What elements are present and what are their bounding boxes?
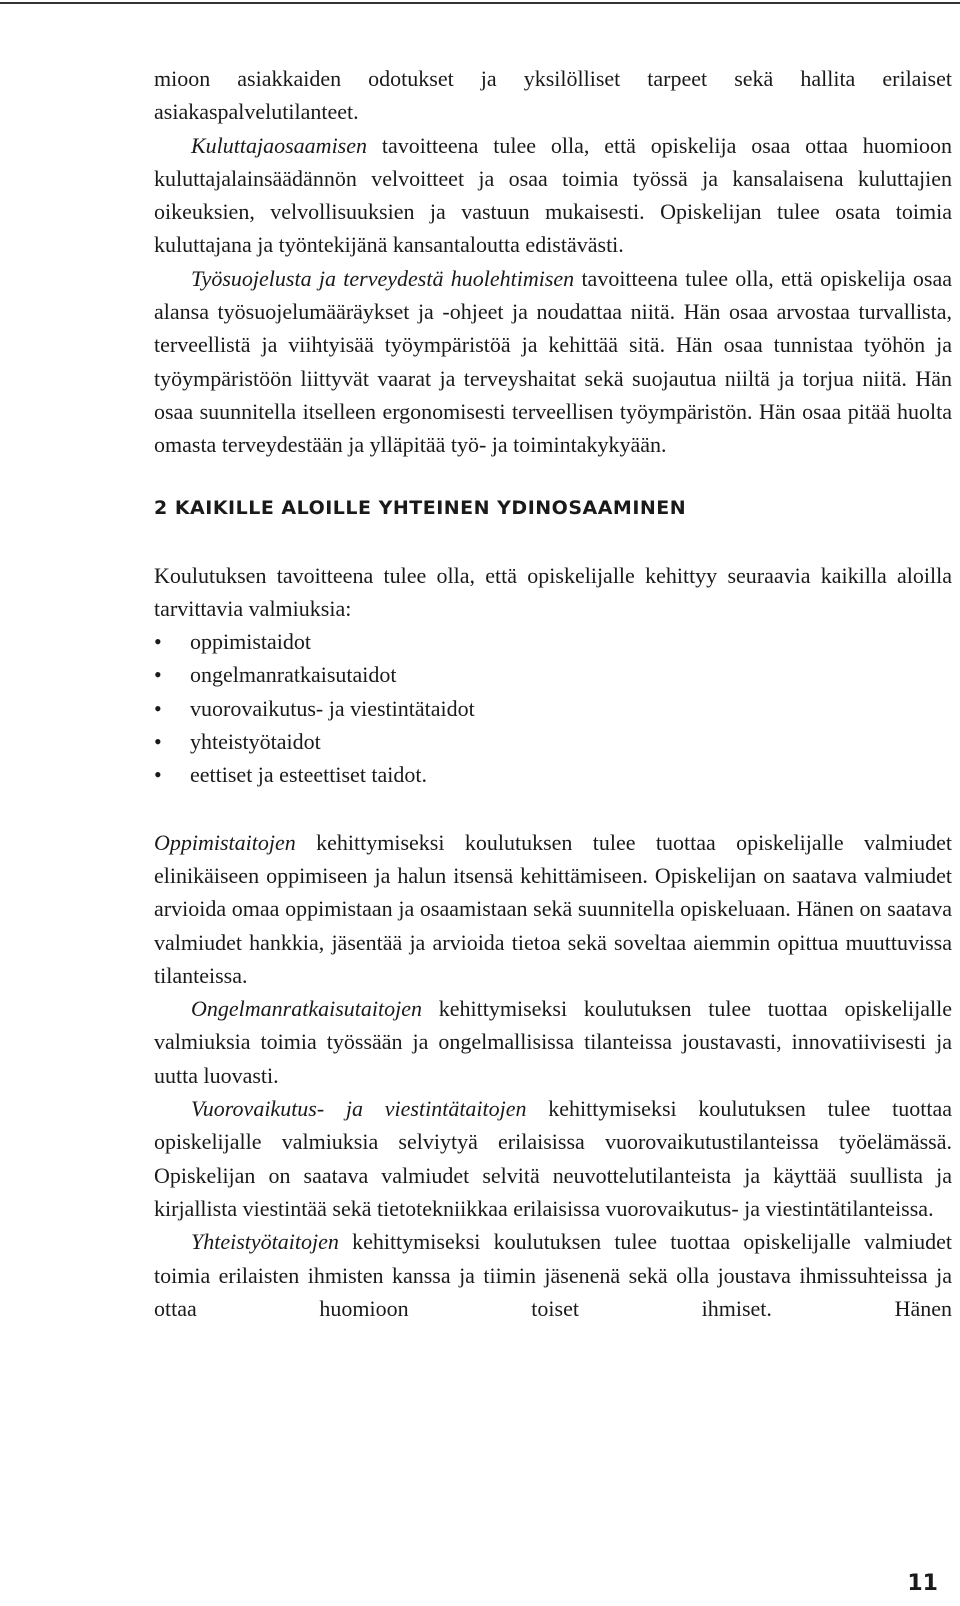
section-heading: 2 KAIKILLE ALOILLE YHTEINEN YDINOSAAMINEN: [154, 496, 687, 519]
header-rule: [0, 2, 960, 4]
paragraph-text: mioon asiakkaiden odotukset ja yksilölliset tarpeet sekä hallita erilaiset asiakaspalvelutilanteet.: [154, 66, 952, 125]
paragraph-text: kehittymiseksi koulutuksen tulee tuottaa opiskelijalle valmiuksia toimia työssään ja ongelmallisissa tilanteissa joustavasti, innovatiivisesti ja uutta luovasti.: [154, 996, 952, 1088]
paragraph-communication: [154, 1092, 952, 1225]
paragraph-consumer-skills: [154, 129, 952, 262]
list-item: [154, 725, 952, 758]
skills-list: [154, 625, 952, 791]
paragraph-problem-solving: [154, 992, 952, 1092]
list-item: [154, 658, 952, 691]
list-item: [154, 625, 952, 658]
paragraph-label: Oppimistaitojen: [154, 829, 296, 855]
paragraph-text: tavoitteena tulee olla, että opiskelija osaa ottaa huomioon kuluttajalainsäädännön velvoitteet ja osaa toimia työssä ja kansalaisena kuluttajien oikeuksien, velvollisuuksien ja vastuun mukaisesti. Opiskelijan tulee osata toimia kuluttajana ja työntekijänä kansantaloutta edistävästi.: [154, 132, 952, 258]
list-item-text: eettiset ja esteettiset taidot.: [190, 762, 428, 788]
paragraph-cooperation: [154, 1225, 952, 1325]
paragraph-text: kehittymiseksi koulutuksen tulee tuottaa opiskelijalle valmiudet elinikäiseen oppimiseen ja halun itsensä kehittämiseen. Opiskelijan on saatava valmiudet arvioida omaa oppimistaan ja osaamistaan sekä suunnitella opiskeluaan. Hänen on saatava valmiudet hankkia, jäsentää ja arvioida tietoa sekä soveltaa aiemmin opittua muuttuvissa tilanteissa.: [154, 829, 952, 988]
bullet-icon: •: [154, 695, 162, 721]
list-item-text: vuorovaikutus- ja viestintätaidot: [190, 695, 475, 721]
paragraph-label: Vuorovaikutus- ja viestintätaitojen: [191, 1096, 527, 1122]
paragraph-text: tavoitteena tulee olla, että opiskelija osaa alansa työsuojelumääräykset ja -ohjeet ja noudattaa niitä. Hän osaa arvostaa turvallista, terveellistä ja viihtyisää työympäristöä ja kehittää sitä. Hän osaa tunnistaa työhön ja työympäristöön liittyvät vaarat ja terveyshaitat sekä suojautua niiltä ja torjua niitä. Hän osaa suunnitella itselleen ergonomisesti terveellisen työympäristön. Hän osaa pitää huolta omasta terveydestään ja ylläpitää työ- ja toimintakykyään.: [154, 265, 952, 458]
paragraph-text: kehittymiseksi koulutuksen tulee tuottaa opiskelijalle valmiudet toimia erilaisten ihmisten kanssa ja tiimin jäsenenä sekä olla joustava ihmissuhteissa ja ottaa huomioon toiset ihmiset. Hänen: [154, 1229, 952, 1321]
paragraph-learning-skills: [154, 826, 952, 992]
paragraph-label: Ongelmanratkaisutaitojen: [191, 996, 422, 1022]
bullet-icon: •: [154, 762, 162, 788]
paragraph-label: Yhteistyötaitojen: [191, 1229, 339, 1255]
paragraph-occupational-safety: [154, 262, 952, 462]
list-item: [154, 758, 952, 791]
page-body: [154, 62, 952, 1325]
list-item-text: yhteistyötaidot: [190, 729, 321, 755]
paragraph-label: Työsuojelusta ja terveydestä huolehtimisen: [191, 265, 575, 291]
page-number: 11: [907, 1571, 938, 1596]
bullet-icon: •: [154, 629, 162, 655]
bullet-icon: •: [154, 729, 162, 755]
list-item-text: oppimistaidot: [190, 629, 311, 655]
paragraph-label: Kuluttajaosaamisen: [191, 132, 368, 158]
paragraph-text: kehittymiseksi koulutuksen tulee tuottaa opiskelijalle valmiuksia selviytyä erilaisissa vuorovaikutustilanteissa työelämässä. Opiskelijan on saatava valmiudet selvitä neuvottelutilanteista ja käyttää suullista ja kirjallista viestintää sekä tietotekniikkaa erilaisissa vuorovaikutus- ja viestintätilanteissa.: [154, 1096, 953, 1221]
paragraph-customer-service: [154, 62, 952, 129]
section-intro: Koulutuksen tavoitteena tulee olla, että opiskelijalle kehittyy seuraavia kaikilla aloilla tarvittavia valmiuksia:: [154, 562, 952, 621]
list-item-text: ongelmanratkaisutaidot: [190, 662, 397, 688]
bullet-icon: •: [154, 662, 162, 688]
list-item: [154, 692, 952, 725]
